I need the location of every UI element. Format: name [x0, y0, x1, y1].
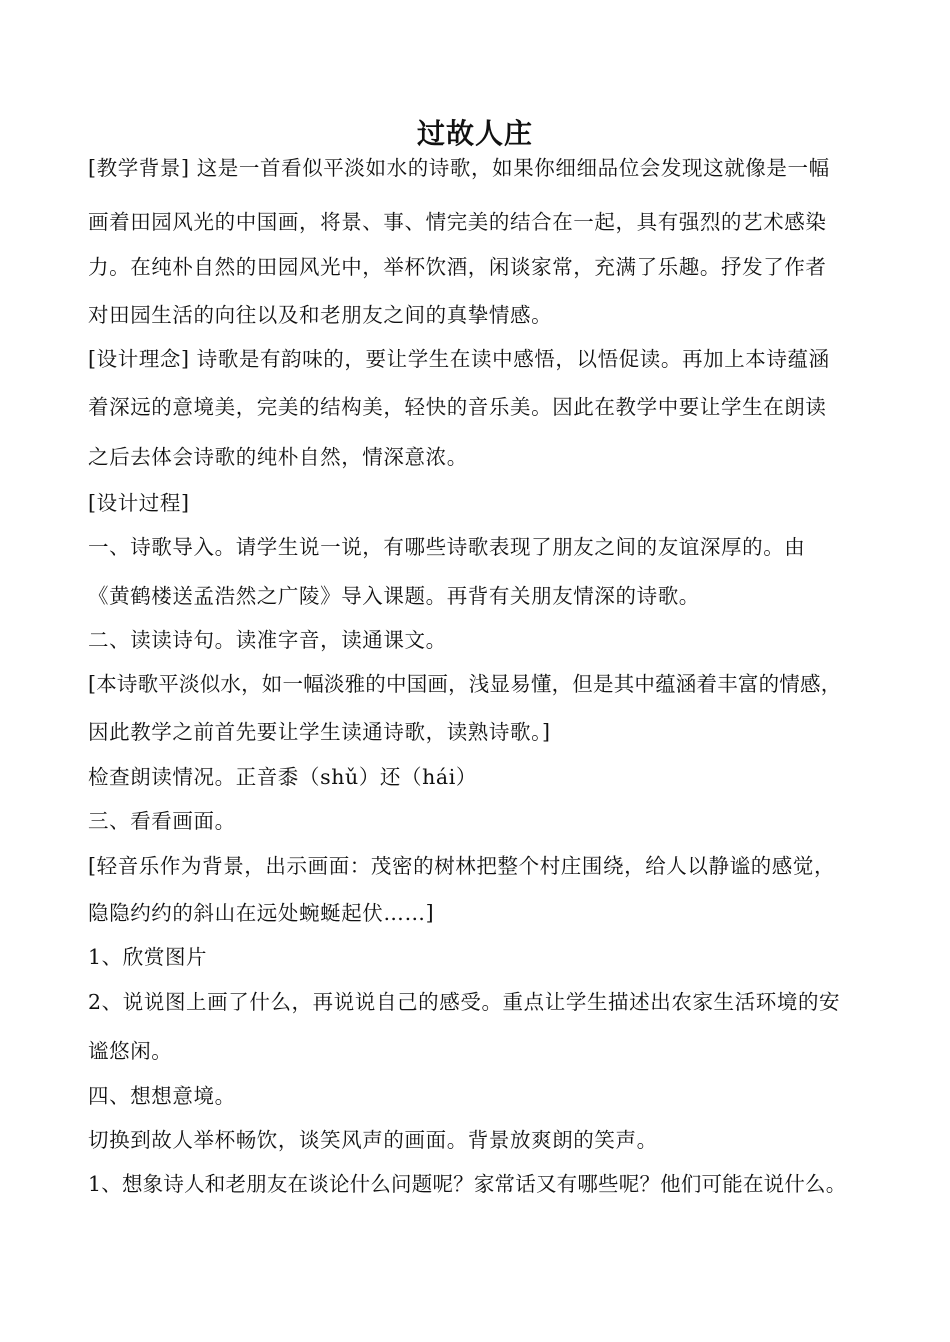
text-line: 切换到故人举杯畅饮，谈笑风声的画面。背景放爽朗的笑声。: [88, 1128, 658, 1152]
text-line: 四、想想意境。: [88, 1084, 236, 1108]
text-line: 因此教学之前首先要让学生读通诗歌，读熟诗歌。]: [88, 720, 551, 744]
text-line: 二、读读诗句。读准字音，读通课文。: [88, 628, 447, 652]
text-line: [本诗歌平淡似水，如一幅淡雅的中国画，浅显易懂，但是其中蕴涵着丰富的情感，: [88, 672, 842, 696]
text-line: 着深远的意境美，完美的结构美，轻快的音乐美。因此在教学中要让学生在朗读: [88, 395, 827, 419]
text-line: 《黄鹤楼送孟浩然之广陵》导入课题。再背有关朋友情深的诗歌。: [88, 584, 700, 608]
text-line: 检查朗读情况。正音黍（shǔ）还（hái）: [88, 765, 478, 789]
text-line: 2、说说图上画了什么，再说说自己的感受。重点让学生描述出农家生活环境的安: [88, 990, 841, 1014]
text-line: 三、看看画面。: [88, 809, 236, 833]
text-line: 隐隐约约的斜山在远处蜿蜒起伏……]: [88, 901, 435, 925]
text-line: 力。在纯朴自然的田园风光中，举杯饮酒，闲谈家常，充满了乐趣。抒发了作者: [88, 255, 827, 279]
text-line: [教学背景] 这是一首看似平淡如水的诗歌，如果你细细品位会发现这就像是一幅: [88, 156, 830, 180]
text-line: 1、欣赏图片: [88, 945, 208, 969]
text-line: 1、想象诗人和老朋友在谈论什么问题呢？家常话又有哪些呢？他们可能在说什么。: [88, 1172, 847, 1196]
document-title: 过故人庄: [416, 117, 533, 150]
text-line: 画着田园风光的中国画，将景、事、情完美的结合在一起，具有强烈的艺术感染: [88, 210, 827, 234]
text-line: 一、诗歌导入。请学生说一说，有哪些诗歌表现了朋友之间的友谊深厚的。由: [88, 535, 806, 559]
text-line: 之后去体会诗歌的纯朴自然，情深意浓。: [88, 445, 468, 469]
text-line: 谧悠闲。: [88, 1039, 173, 1063]
text-line: [轻音乐作为背景，出示画面：茂密的树林把整个村庄围绕，给人以静谧的感觉，: [88, 854, 836, 878]
text-line: [设计理念] 诗歌是有韵味的，要让学生在读中感悟，以悟促读。再加上本诗蕴涵: [88, 347, 830, 371]
text-line: 对田园生活的向往以及和老朋友之间的真挚情感。: [88, 303, 553, 327]
text-line: [设计过程]: [88, 491, 190, 515]
